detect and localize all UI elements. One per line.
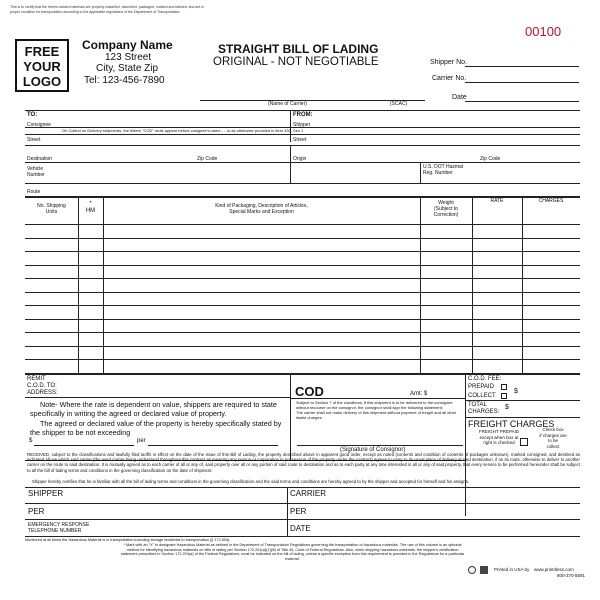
cell-hm[interactable] bbox=[80, 321, 101, 330]
declared-value-input[interactable] bbox=[35, 436, 130, 444]
shipper-per-input[interactable] bbox=[50, 507, 280, 516]
cell-kind[interactable] bbox=[105, 348, 418, 357]
received-clause: RECEIVED, subject to the classifications and lawfully filed tariffs in effect on the date of the issue of this Bill of Lading, the property described above in apparent good order, except as noted (contents and condition of contents of packages unknown), marked consigned, and destined as indicated above which said carrier (the word carrier being understood throughout this contract as meaning any person or corporation in possession of the property under the contract) agrees to carry to its usual place of delivery at said destination, if on its route, otherwise to deliver to another carrier on the route to said destination. It is mutually agreed as to each carrier of all or any of, said property over all or any portion of said route to destination and as to each party at any time interested in all or any of said property, that every service to be performed hereunder shall be subject to all the bill of lading terms and conditions in the governing classification on the date of shipment. bbox=[27, 452, 580, 473]
carrier-no-label: Carrier No. bbox=[432, 75, 467, 82]
cod-amount-label: Amt: $ bbox=[410, 391, 428, 397]
table-row bbox=[25, 265, 580, 279]
cod-fee-dollar: $ bbox=[514, 388, 518, 395]
cell-rate[interactable] bbox=[474, 253, 520, 262]
col-header-rate: RATE bbox=[490, 198, 504, 204]
cell-charges[interactable] bbox=[524, 267, 578, 276]
from-zip-label: Zip Code bbox=[480, 156, 501, 162]
remit-input[interactable] bbox=[75, 380, 285, 388]
cod-fee-label: C.O.D. FEE: bbox=[468, 376, 502, 382]
shipper-no-label: Shipper No. bbox=[430, 59, 467, 66]
company-street: 123 Street bbox=[105, 52, 152, 63]
table-row bbox=[25, 238, 580, 252]
cell-hm[interactable] bbox=[80, 348, 101, 357]
carrier-sign-input[interactable] bbox=[330, 489, 575, 498]
cell-hm[interactable] bbox=[80, 294, 101, 303]
date-label: Date bbox=[452, 94, 467, 101]
carrier-sign-label: CARRIER bbox=[290, 489, 327, 498]
to-zip-label: Zip Code bbox=[197, 156, 218, 162]
cod-instruction: On Collect on Delivery shipments, the letters "COD" must appear before cosignee's name - - or as otherwise provided in item 430, Sec.1 bbox=[62, 128, 304, 133]
col-header-units: No. Shipping Units bbox=[37, 203, 66, 215]
route-input[interactable] bbox=[45, 188, 575, 196]
cell-kind[interactable] bbox=[105, 307, 418, 316]
shipper-per-label: PER bbox=[28, 507, 45, 516]
cell-rate[interactable] bbox=[474, 226, 520, 235]
to-label: TO: bbox=[27, 112, 38, 118]
to-street-label: Street bbox=[27, 137, 41, 143]
cell-hm[interactable] bbox=[80, 307, 101, 316]
cod-to-label: C.O.D. TO: bbox=[27, 383, 57, 389]
cell-charges[interactable] bbox=[524, 348, 578, 357]
logo-line-2: YOUR bbox=[23, 59, 61, 74]
recycle-icon bbox=[468, 566, 476, 574]
cell-rate[interactable] bbox=[474, 307, 520, 316]
table-row bbox=[25, 251, 580, 265]
cell-hm[interactable] bbox=[80, 334, 101, 343]
cell-kind[interactable] bbox=[105, 240, 418, 249]
cell-rate[interactable] bbox=[474, 240, 520, 249]
declared-dollar-sign: $ bbox=[29, 438, 33, 444]
cell-charges[interactable] bbox=[524, 226, 578, 235]
footer-site: www.print4less.com bbox=[534, 567, 574, 572]
shipper-sign-label: SHIPPER bbox=[28, 489, 64, 498]
cell-weight[interactable] bbox=[422, 294, 470, 303]
col-header-charges: CHARGES bbox=[538, 198, 564, 204]
origin-label: Origin bbox=[293, 156, 307, 162]
cell-weight[interactable] bbox=[422, 334, 470, 343]
cell-charges[interactable] bbox=[524, 321, 578, 330]
cell-rate[interactable] bbox=[474, 267, 520, 276]
table-row bbox=[25, 224, 580, 238]
consignee-input[interactable] bbox=[60, 117, 285, 125]
vehicle-number-label: Vehicle Number bbox=[27, 166, 45, 178]
from-label: FROM: bbox=[293, 112, 313, 118]
carrier-per-input[interactable] bbox=[310, 507, 575, 516]
shipper-no-input[interactable] bbox=[466, 57, 578, 65]
emergency-response-label: EMERGENCY RESPONSE TELEPHONE NUMBER bbox=[28, 522, 90, 534]
cod-amount-input[interactable] bbox=[428, 389, 463, 397]
hazmat-reg-label: U.S. DOT Hazmat Reg. Number bbox=[423, 164, 464, 176]
prepaid-label: PREPAID bbox=[468, 384, 494, 390]
cell-rate[interactable] bbox=[474, 334, 520, 343]
address-label: ADDRESS: bbox=[27, 390, 58, 396]
total-dollar: $ bbox=[505, 404, 509, 411]
freight-charges-title: FREIGHT CHARGES bbox=[468, 419, 555, 429]
cell-rate[interactable] bbox=[474, 294, 520, 303]
collect-label: COLLECT bbox=[468, 393, 496, 399]
cell-charges[interactable] bbox=[524, 334, 578, 343]
certify-clause: Shipper hereby certifies that he is familiar with all the bill of lading terms and conditions in the governing classification and the said terms and conditions are hereby agreed to by the shipper and accepted for himself and his assigns. bbox=[32, 479, 470, 484]
cell-kind[interactable] bbox=[105, 226, 418, 235]
collect-checkbox[interactable] bbox=[501, 393, 507, 399]
col-header-kind: Kind of Packaging, Description of Articles, Special Marks and Exception bbox=[215, 203, 308, 215]
cell-weight[interactable] bbox=[422, 348, 470, 357]
cell-kind[interactable] bbox=[105, 253, 418, 262]
cell-weight[interactable] bbox=[422, 226, 470, 235]
form-title: STRAIGHT BILL OF LADING bbox=[218, 42, 379, 56]
from-street-label: Street bbox=[293, 137, 307, 143]
cell-weight[interactable] bbox=[422, 307, 470, 316]
remit-label: REMIT bbox=[27, 376, 46, 382]
emergency-phone-input[interactable] bbox=[105, 524, 280, 533]
value-note: Note- Where the rate is dependent on value, shippers are required to state specifically in writing the agreed or declared value of property. bbox=[30, 400, 277, 418]
shipper-input[interactable] bbox=[320, 117, 575, 125]
cell-hm[interactable] bbox=[80, 253, 101, 262]
table-row bbox=[25, 278, 580, 292]
col-header-hm: * HM bbox=[85, 201, 96, 214]
cell-charges[interactable] bbox=[524, 240, 578, 249]
cell-weight[interactable] bbox=[422, 280, 470, 289]
cell-kind[interactable] bbox=[105, 334, 418, 343]
cell-charges[interactable] bbox=[524, 361, 578, 370]
logo-box bbox=[15, 39, 69, 92]
cell-hm[interactable] bbox=[80, 240, 101, 249]
destination-label: Destination bbox=[27, 156, 53, 162]
cell-rate[interactable] bbox=[474, 348, 520, 357]
carrier-no-input[interactable] bbox=[466, 73, 578, 81]
prepaid-checkbox[interactable] bbox=[501, 384, 507, 390]
table-row bbox=[25, 346, 580, 360]
cell-kind[interactable] bbox=[105, 267, 418, 276]
cell-units[interactable] bbox=[27, 348, 76, 357]
col-header-weight: Weight (Subject to Correction) bbox=[433, 200, 459, 218]
table-row bbox=[25, 332, 580, 346]
certification-notice: This is to certify that the herein-named materials are properly classified, described, packaged, marked and labeled, and are in proper condition for transportation according to the applicable regulations of the Department of Transportation. bbox=[10, 5, 205, 14]
declared-value-text: The agreed or declared value of the property is hereby specifically stated by the shipper to be not exceeding bbox=[30, 419, 282, 437]
cell-rate[interactable] bbox=[474, 321, 520, 330]
cell-units[interactable] bbox=[27, 280, 76, 289]
shipper-label: Shipper bbox=[293, 122, 311, 128]
freight-collect-checkbox[interactable] bbox=[520, 438, 528, 446]
total-charges-label: TOTAL CHARGES: bbox=[468, 402, 500, 415]
footer-printed: Printed in USA by bbox=[494, 567, 530, 572]
cell-charges[interactable] bbox=[524, 253, 578, 262]
table-row bbox=[25, 305, 580, 319]
footer-hazmat-note: * Mark with an "X" to designate Hazardous Material as defined in the Department of Transportation Regulations governing the transportation of hazardous materials. The use of this column is an optional method for identifying hazardous materials on bills of lading per Section 172.201(a)(1)(iii) of Title 49, Code of Federal Regulations. Also, when shipping hazardous materials, the shipper's certification statement prescribed in Section 172.204(a) of the Federal Regulations, must be indicated on the bill of lading, unless a specific exception from this requirement is provided in the Regulations for a particular material. bbox=[120, 543, 465, 561]
cell-hm[interactable] bbox=[80, 361, 101, 370]
company-tel: Tel: 123-456-7890 bbox=[84, 75, 165, 86]
cell-weight[interactable] bbox=[422, 253, 470, 262]
cell-units[interactable] bbox=[27, 307, 76, 316]
carrier-name-label: (Name of Carrier) bbox=[268, 101, 307, 107]
consignee-label: Consignee bbox=[27, 122, 51, 128]
declared-per-input[interactable] bbox=[150, 436, 275, 444]
scac-label: (SCAC) bbox=[390, 101, 408, 107]
cell-charges[interactable] bbox=[524, 280, 578, 289]
date-sign-label: DATE bbox=[290, 524, 311, 533]
cell-weight[interactable] bbox=[422, 267, 470, 276]
consignor-signature-input[interactable] bbox=[300, 436, 460, 444]
cell-units[interactable] bbox=[27, 226, 76, 235]
cell-weight[interactable] bbox=[422, 361, 470, 370]
freight-prepaid-text: FREIGHT PREPAID except when box at right is checked bbox=[478, 429, 520, 445]
carrier-name-input[interactable] bbox=[200, 91, 420, 99]
cell-units[interactable] bbox=[27, 321, 76, 330]
company-city: City, State Zip bbox=[96, 63, 159, 74]
cell-units[interactable] bbox=[27, 253, 76, 262]
cell-units[interactable] bbox=[27, 294, 76, 303]
declared-per-label: per bbox=[137, 438, 146, 444]
form-number: 00100 bbox=[525, 24, 562, 39]
date-input[interactable] bbox=[466, 92, 578, 100]
table-row bbox=[25, 359, 580, 373]
shipment-items-table bbox=[25, 197, 580, 373]
cell-units[interactable] bbox=[27, 267, 76, 276]
date-sign-input[interactable] bbox=[315, 524, 575, 533]
company-name: Company Name bbox=[82, 38, 173, 52]
cell-hm[interactable] bbox=[80, 267, 101, 276]
shipper-sign-input[interactable] bbox=[65, 489, 280, 498]
consignor-signature-label: (Signature of Consignor) bbox=[340, 447, 406, 453]
logo-line-3: LOGO bbox=[22, 74, 62, 89]
cell-charges[interactable] bbox=[524, 307, 578, 316]
cell-weight[interactable] bbox=[422, 321, 470, 330]
cell-hm[interactable] bbox=[80, 226, 101, 235]
cell-kind[interactable] bbox=[105, 361, 418, 370]
cell-kind[interactable] bbox=[105, 321, 418, 330]
cell-kind[interactable] bbox=[105, 280, 418, 289]
logo-line-1: FREE bbox=[24, 44, 60, 59]
cod-fee-input[interactable] bbox=[522, 386, 577, 394]
cell-rate[interactable] bbox=[474, 361, 520, 370]
section7-statement: Subject to Section 7 of the conditions, if this shipment is to be delivered to the consignee without recourse on the consignor, the consignor shall sign the following statement: The carrier shall not make delivery of this shipment without payment of freight and all other lawful charges. bbox=[296, 400, 457, 420]
form-subtitle: ORIGINAL - NOT NEGOTIABLE bbox=[213, 56, 379, 68]
cell-units[interactable] bbox=[27, 334, 76, 343]
total-charges-input[interactable] bbox=[512, 403, 577, 411]
freight-check-text: Check box if charges are to be collect bbox=[539, 427, 567, 449]
footer-monitoring-note: Monitored at all times the Hazardous Material is in transportation including storage incidental to transportation (§ 172.604). bbox=[25, 538, 231, 542]
cell-charges[interactable] bbox=[524, 294, 578, 303]
cell-weight[interactable] bbox=[422, 240, 470, 249]
cod-label: COD bbox=[295, 384, 324, 399]
route-label: Route bbox=[27, 189, 41, 195]
printer-logo-icon bbox=[480, 566, 488, 574]
table-row bbox=[25, 319, 580, 333]
cell-rate[interactable] bbox=[474, 280, 520, 289]
footer-phone: 800-370-5591 bbox=[557, 573, 586, 578]
carrier-per-label: PER bbox=[290, 507, 307, 516]
table-row bbox=[25, 292, 580, 306]
cell-kind[interactable] bbox=[105, 294, 418, 303]
cell-units[interactable] bbox=[27, 361, 76, 370]
cell-hm[interactable] bbox=[80, 280, 101, 289]
cell-units[interactable] bbox=[27, 240, 76, 249]
